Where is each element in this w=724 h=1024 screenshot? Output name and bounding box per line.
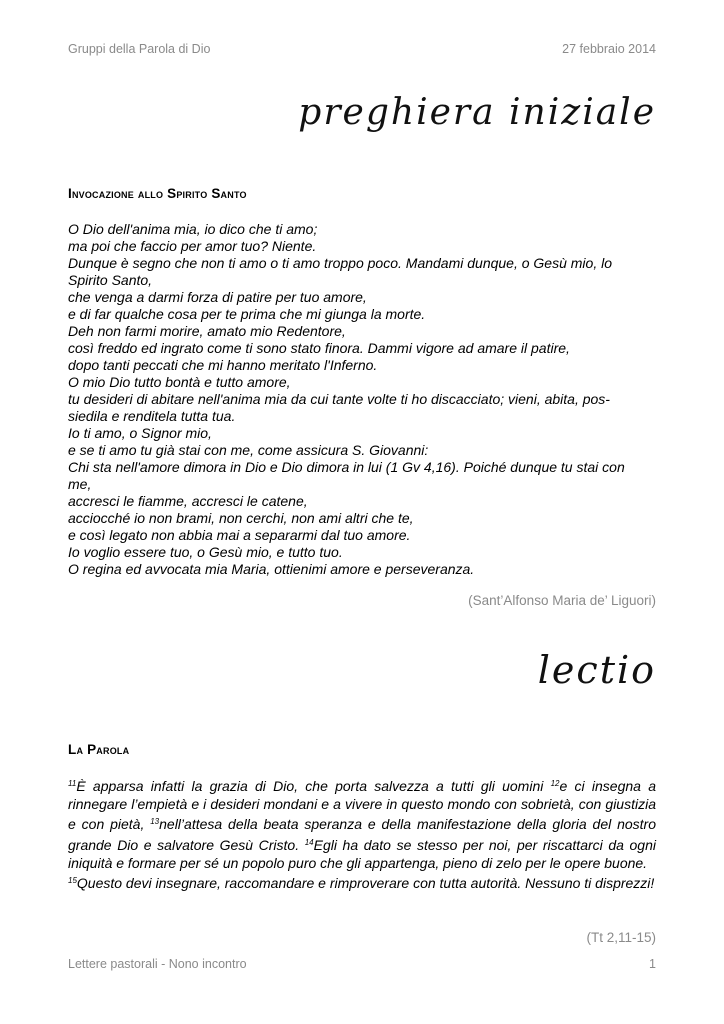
verse-number: 11 [68,779,77,788]
poem-line: O mio Dio tutto bontà e tutto amore, [68,374,291,390]
header-date: 27 febbraio 2014 [562,42,656,56]
verse-text: nell’attesa della beata speranza e della manifestazione della gloria del nostro grande Dio e salvatore Gesù Cristo. [68,816,656,853]
invocation-attribution: (Sant’Alfonso Maria de’ Liguori) [468,593,656,608]
poem-line: O regina ed avvocata mia Maria, ottienimi amore e perseveranza. [68,561,475,577]
parola-heading: La Parola [68,742,130,757]
poem-line: Chi sta nell'amore dimora in Dio e Dio dimora in lui (1 Gv 4,16). Poiché dunque tu stai con [68,459,625,475]
poem-line: tu desideri di abitare nell'anima mia da cui tante volte ti ho discacciato; vieni, abita, pos- [68,391,610,407]
page-footer [68,957,656,971]
poem-line: dopo tanti peccati che mi hanno meritato l'Inferno. [68,357,378,373]
verse-number: 15 [68,876,77,886]
poem-line: e se ti amo tu già stai con me, come assicura S. Giovanni: [68,442,429,458]
verse-text: e ci insegna a rinnegare l’empietà e i desideri mondani e a vivere in questo mondo con sobrietà, con giustizia e con pietà, [68,778,656,833]
invocation-text [68,221,656,578]
poem-line: siedila e renditela tutta tua. [68,408,236,424]
poem-line: O Dio dell'anima mia, io dico che ti amo; [68,221,318,237]
poem-line: acciocché io non brami, non cerchi, non ami altri che te, [68,510,414,526]
verse-text: Questo devi insegnare, raccomandare e rimproverare con tutta autorità. Nessuno ti disprezzi! [76,875,655,892]
poem-line: che venga a darmi forza di patire per tuo amore, [68,289,367,305]
verse-text: Egli ha dato se stesso per noi, per riscattarci da ogni iniquità e formare per sé un popolo puro che gli appartenga, pieno di zelo per le opere buone. [68,836,656,871]
poem-line: accresci le fiamme, accresci le catene, [68,493,308,509]
scripture-reference: (Tt 2,11-15) [586,930,656,945]
poem-line: così freddo ed ingrato come ti sono stato finora. Dammi vigore ad amare il patire, [68,340,570,356]
poem-line: Dunque è segno che non ti amo o ti amo troppo poco. Mandami dunque, o Gesù mio, lo [68,255,613,271]
verse-number: 12 [550,779,560,788]
poem-line: e così legato non abbia mai a separarmi dal tuo amore. [68,527,411,543]
verse-number: 13 [150,817,160,827]
poem-line: ma poi che faccio per amor tuo? Niente. [68,238,317,254]
section-title-prayer: preghiera iniziale [298,92,656,133]
invocation-heading: Invocazione allo Spirito Santo [68,186,247,201]
page-number: 1 [649,957,656,971]
poem-line: Io ti amo, o Signor mio, [68,425,212,441]
footer-title: Lettere pastorali - Nono incontro [68,957,247,971]
poem-line: Deh non farmi morire, amato mio Redentore, [68,323,346,339]
header-group-name: Gruppi della Parola di Dio [68,42,211,56]
scripture-paragraph [68,775,656,872]
scripture-text [68,775,656,892]
poem-line: e di far qualche cosa per te prima che mi giunga la morte. [68,306,426,322]
poem-line: Spirito Santo, [68,272,153,288]
verse-text: È apparsa infatti la grazia di Dio, che porta salvezza a tutti gli uomini [76,778,551,794]
section-title-lectio: lectio [537,648,656,692]
verse-number: 14 [304,837,314,847]
page-header [68,42,656,56]
poem-line: Io voglio essere tuo, o Gesù mio, e tutto tuo. [68,544,343,560]
scripture-paragraph [68,872,656,892]
poem-line: me, [68,476,92,492]
